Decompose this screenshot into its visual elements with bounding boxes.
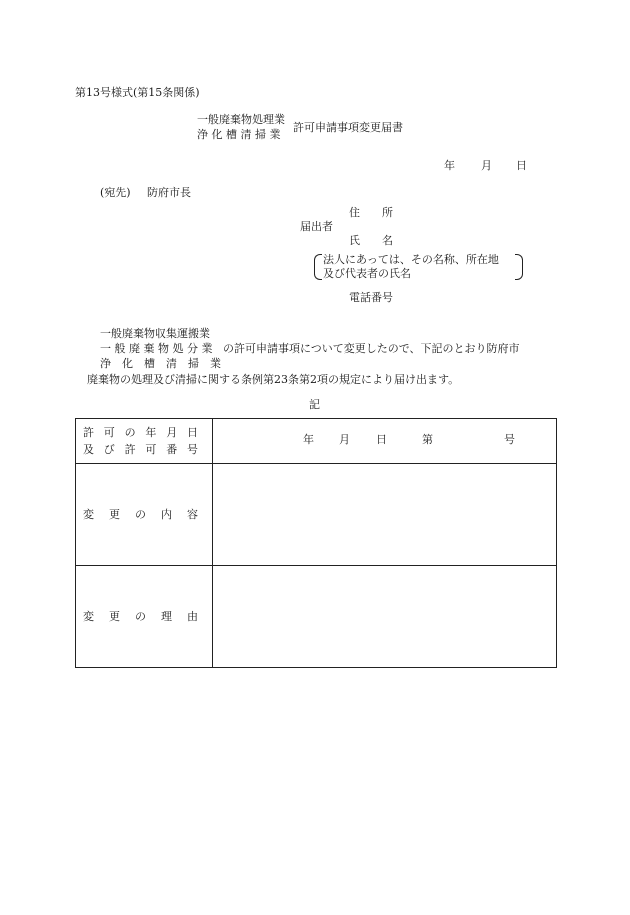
permit-label-cell <box>76 419 213 464</box>
change-reason-label-cell <box>76 566 213 668</box>
change-reason-row <box>76 566 557 668</box>
title-business-type-1: 一般廃棄物処理業 <box>197 113 285 126</box>
addressee-prefix: (宛先) <box>100 186 131 199</box>
date-year-unit: 年 <box>444 159 455 172</box>
change-content-value-cell[interactable] <box>213 464 557 566</box>
notifier-label: 届出者 <box>300 220 333 233</box>
address-label: 住 所 <box>349 206 393 219</box>
permit-number-prefix: 第 <box>422 433 433 447</box>
permit-label-line-2: 及 び 許 可 番 号 <box>83 443 198 457</box>
change-content-label-cell <box>76 464 213 566</box>
change-reason-value-cell[interactable] <box>213 566 557 668</box>
corporate-note-line-2: 及び代表者の氏名 <box>323 267 411 280</box>
ki-label: 記 <box>309 398 320 411</box>
corporate-note-line-1: 法人にあっては、その名称、所在地 <box>323 253 499 266</box>
date-month-unit: 月 <box>481 159 492 172</box>
permit-row <box>76 419 557 464</box>
change-reason-label: 変 更 の 理 由 <box>83 609 198 623</box>
permit-label-line-1: 許 可 の 年 月 日 <box>83 425 198 439</box>
permit-year-unit: 年 <box>303 433 314 447</box>
title-business-type-2: 浄 化 槽 清 掃 業 <box>197 128 281 141</box>
title-suffix: 許可申請事項変更届書 <box>293 121 403 134</box>
business-option-1: 一般廃棄物収集運搬業 <box>100 327 210 340</box>
addressee-name: 防府市長 <box>147 186 191 199</box>
date-day-unit: 日 <box>516 159 527 172</box>
body-line-1-rest: の許可申請事項について変更したので、下記のとおり防府市 <box>223 342 520 355</box>
permit-day-unit: 日 <box>376 433 387 447</box>
business-option-2: 一 般 廃 棄 物 処 分 業 <box>100 342 213 355</box>
permit-value-cell[interactable] <box>213 419 557 464</box>
form-number: 第13号様式(第15条関係) <box>75 86 200 99</box>
body-line-2: 廃棄物の処理及び清掃に関する条例第23条第2項の規定により届け出ます。 <box>87 373 460 386</box>
change-content-row <box>76 464 557 566</box>
permit-date-and-number <box>213 434 556 448</box>
permit-number-suffix: 号 <box>504 433 515 447</box>
record-table <box>75 418 557 668</box>
permit-month-unit: 月 <box>339 433 350 447</box>
business-option-3: 浄 化 槽 清 掃 業 <box>100 357 221 370</box>
right-bracket <box>515 254 523 280</box>
phone-label: 電話番号 <box>349 291 393 304</box>
change-content-label: 変 更 の 内 容 <box>83 507 198 521</box>
left-bracket <box>314 254 322 280</box>
name-label: 氏 名 <box>349 234 393 247</box>
